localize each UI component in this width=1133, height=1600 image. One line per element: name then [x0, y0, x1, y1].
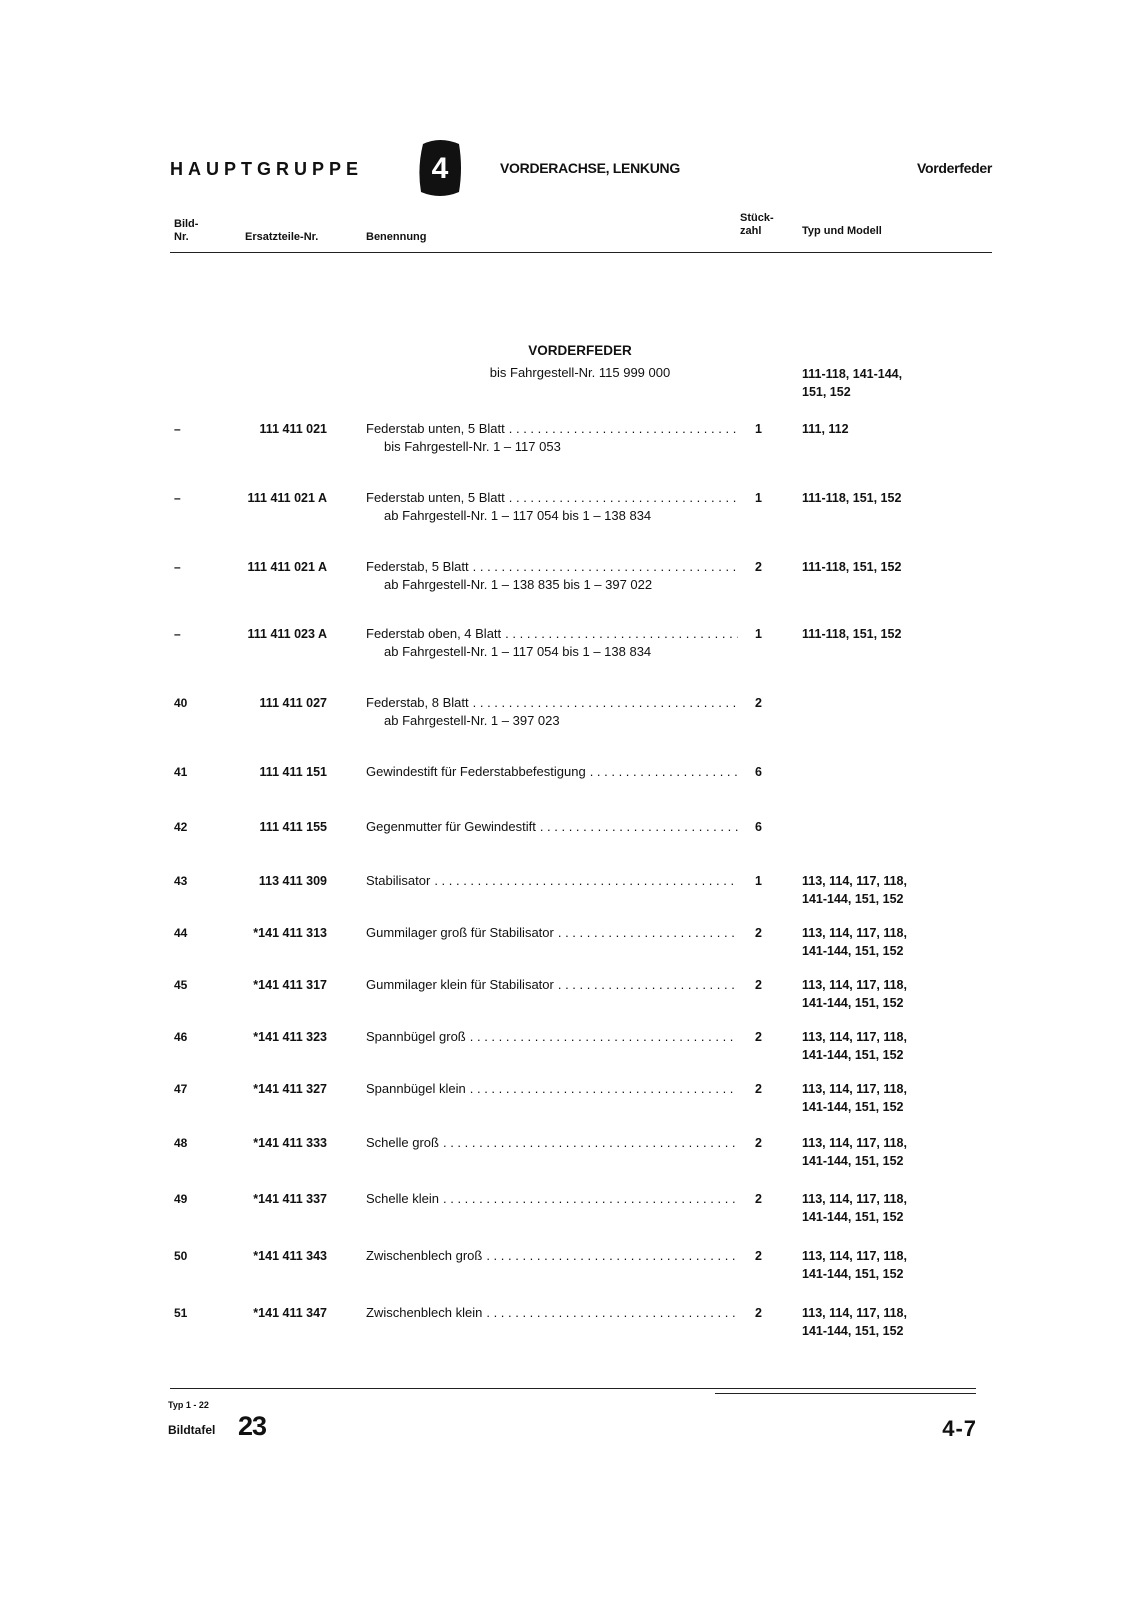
- row-description: [366, 976, 738, 994]
- row-bild-nr: 48: [174, 1136, 188, 1150]
- row-type: [802, 625, 962, 643]
- row-name: Federstab, 8 Blatt: [366, 695, 469, 710]
- row-type-line2: 141-144, 151, 152: [802, 1210, 904, 1224]
- leader-dots: [590, 763, 738, 781]
- footer-bildtafel-number: 23: [238, 1411, 267, 1441]
- group-title: VORDERFEDER: [528, 343, 632, 358]
- row-qty: 2: [755, 1249, 762, 1263]
- group-type-line2: 151, 152: [802, 385, 851, 399]
- row-type-line2: 141-144, 151, 152: [802, 1324, 904, 1338]
- row-part-no: *141 411 323: [253, 1030, 327, 1044]
- row-type-line1: 113, 114, 117, 118,: [802, 926, 907, 940]
- row-bild-nr: 47: [174, 1082, 188, 1096]
- row-type-line1: 111-118, 151, 152: [802, 627, 902, 641]
- row-note: ab Fahrgestell-Nr. 1 – 138 835 bis 1 – 397 022: [384, 577, 653, 592]
- row-name: Schelle klein: [366, 1191, 439, 1206]
- section-title: VORDERACHSE, LENKUNG: [500, 160, 680, 176]
- row-type-line2: 141-144, 151, 152: [802, 1154, 904, 1168]
- footer-typ: Typ 1 - 22: [168, 1400, 209, 1410]
- row-bild-nr: 49: [174, 1192, 188, 1206]
- row-description: [366, 1028, 738, 1046]
- row-description: [366, 420, 738, 456]
- row-type-line2: 141-144, 151, 152: [802, 1100, 904, 1114]
- row-qty: 2: [755, 1030, 762, 1044]
- row-description: [366, 1134, 738, 1152]
- page-header: [170, 138, 992, 198]
- row-description: [366, 694, 738, 730]
- leader-dots: [486, 1304, 738, 1322]
- row-bild-nr: –: [174, 560, 181, 574]
- row-description: [366, 558, 738, 594]
- row-qty: 2: [755, 926, 762, 940]
- row-name: Federstab, 5 Blatt: [366, 559, 469, 574]
- row-type: [802, 924, 962, 960]
- footer-rule-short: [715, 1393, 976, 1394]
- row-type-line2: 141-144, 151, 152: [802, 944, 904, 958]
- leader-dots: [473, 694, 738, 712]
- column-headers: [170, 212, 992, 248]
- row-type: [802, 872, 962, 908]
- row-name: Gummilager klein für Stabilisator: [366, 977, 554, 992]
- row-qty: 2: [755, 560, 762, 574]
- row-qty: 1: [755, 627, 762, 641]
- row-part-no: 111 411 021 A: [247, 560, 327, 574]
- row-part-no: *141 411 313: [253, 926, 327, 940]
- row-description: [366, 763, 738, 781]
- row-qty: 1: [755, 874, 762, 888]
- main-group-label: HAUPTGRUPPE: [170, 159, 364, 179]
- row-type: [802, 1080, 962, 1116]
- col-name: Benennung: [366, 231, 427, 243]
- col-qty-line2: zahl: [740, 225, 762, 237]
- col-type: Typ und Modell: [802, 225, 882, 237]
- row-name: Stabilisator: [366, 873, 431, 888]
- footer-bildtafel-label: Bildtafel: [168, 1423, 216, 1437]
- row-qty: 6: [755, 820, 762, 834]
- row-name: Spannbügel groß: [366, 1029, 466, 1044]
- row-description: [366, 1247, 738, 1265]
- row-description: [366, 625, 738, 661]
- group-number-badge: [415, 138, 465, 198]
- row-name: Zwischenblech groß: [366, 1248, 483, 1263]
- row-description: [366, 924, 738, 942]
- row-name: Gewindestift für Federstabbefestigung: [366, 764, 586, 779]
- col-qty-line1: Stück-: [740, 212, 774, 224]
- row-description: [366, 1304, 738, 1322]
- row-part-no: *141 411 327: [253, 1082, 327, 1096]
- row-bild-nr: 41: [174, 765, 188, 779]
- row-type-line1: 113, 114, 117, 118,: [802, 874, 907, 888]
- leader-dots: [540, 818, 738, 836]
- row-type-line1: 113, 114, 117, 118,: [802, 1192, 907, 1206]
- row-part-no: 111 411 027: [259, 696, 327, 710]
- leader-dots: [509, 489, 738, 507]
- row-qty: 2: [755, 1082, 762, 1096]
- row-part-no: *141 411 343: [253, 1249, 327, 1263]
- row-qty: 1: [755, 491, 762, 505]
- row-bild-nr: 45: [174, 978, 188, 992]
- row-part-no: 113 411 309: [258, 874, 327, 888]
- group-number: 4: [431, 152, 449, 185]
- row-type: [802, 1304, 962, 1340]
- group-type: [802, 365, 952, 401]
- col-bild-nr-line2: Nr.: [174, 231, 189, 243]
- row-bild-nr: 42: [174, 820, 188, 834]
- row-part-no: *141 411 333: [253, 1136, 327, 1150]
- row-description: [366, 1190, 738, 1208]
- row-qty: 2: [755, 978, 762, 992]
- row-name: Federstab unten, 5 Blatt: [366, 490, 505, 505]
- row-bild-nr: 51: [174, 1306, 188, 1320]
- row-bild-nr: –: [174, 627, 181, 641]
- footer-rule: [170, 1388, 976, 1389]
- row-type: [802, 1247, 962, 1283]
- row-type: [802, 1134, 962, 1170]
- row-bild-nr: 40: [174, 696, 188, 710]
- row-type-line2: 141-144, 151, 152: [802, 996, 904, 1010]
- row-qty: 2: [755, 1192, 762, 1206]
- row-description: [366, 872, 738, 890]
- leader-dots: [434, 872, 738, 890]
- leader-dots: [473, 558, 738, 576]
- row-type-line1: 113, 114, 117, 118,: [802, 1306, 907, 1320]
- row-name: Zwischenblech klein: [366, 1305, 483, 1320]
- row-note: ab Fahrgestell-Nr. 1 – 117 054 bis 1 – 138 834: [384, 508, 652, 523]
- row-type-line1: 111-118, 151, 152: [802, 560, 902, 574]
- row-name: Schelle groß: [366, 1135, 439, 1150]
- leader-dots: [470, 1080, 738, 1098]
- row-type-line1: 111-118, 151, 152: [802, 491, 902, 505]
- row-qty: 6: [755, 765, 762, 779]
- row-name: Federstab oben, 4 Blatt: [366, 626, 502, 641]
- leader-dots: [443, 1190, 738, 1208]
- row-part-no: 111 411 155: [259, 820, 327, 834]
- row-type-line1: 113, 114, 117, 118,: [802, 978, 907, 992]
- row-type: [802, 976, 962, 1012]
- group-type-line1: 111-118, 141-144,: [802, 367, 903, 381]
- leader-dots: [558, 924, 738, 942]
- row-part-no: *141 411 317: [253, 978, 327, 992]
- row-part-no: 111 411 023 A: [247, 627, 327, 641]
- row-note: ab Fahrgestell-Nr. 1 – 397 023: [384, 713, 560, 728]
- col-part-no: Ersatzteile-Nr.: [245, 231, 319, 243]
- row-description: [366, 1080, 738, 1098]
- row-type: [802, 1190, 962, 1226]
- row-name: Gummilager groß für Stabilisator: [366, 925, 554, 940]
- row-qty: 2: [755, 696, 762, 710]
- row-part-no: 111 411 151: [259, 765, 327, 779]
- row-part-no: 111 411 021: [259, 422, 327, 436]
- leader-dots: [470, 1028, 738, 1046]
- row-bild-nr: 46: [174, 1030, 188, 1044]
- row-note: bis Fahrgestell-Nr. 1 – 117 053: [384, 439, 561, 454]
- leader-dots: [558, 976, 738, 994]
- row-qty: 1: [755, 422, 762, 436]
- row-type-line1: 111, 112: [802, 422, 849, 436]
- row-part-no: *141 411 337: [253, 1192, 327, 1206]
- row-bild-nr: 50: [174, 1249, 188, 1263]
- row-bild-nr: 43: [174, 874, 188, 888]
- row-type-line2: 141-144, 151, 152: [802, 1267, 904, 1281]
- row-bild-nr: –: [174, 422, 181, 436]
- row-name: Gegenmutter für Gewindestift: [366, 819, 536, 834]
- group-badge-shape: [415, 138, 465, 198]
- row-type-line1: 113, 114, 117, 118,: [802, 1136, 907, 1150]
- leader-dots: [443, 1134, 738, 1152]
- row-qty: 2: [755, 1306, 762, 1320]
- row-type: [802, 489, 962, 507]
- leader-dots: [509, 420, 738, 438]
- row-name: Spannbügel klein: [366, 1081, 466, 1096]
- row-type-line1: 113, 114, 117, 118,: [802, 1082, 907, 1096]
- group-subtitle: bis Fahrgestell-Nr. 115 999 000: [489, 365, 671, 380]
- row-part-no: 111 411 021 A: [247, 491, 327, 505]
- page-number: 4-7: [942, 1416, 977, 1441]
- header-rule: [170, 252, 992, 253]
- row-type-line2: 141-144, 151, 152: [802, 1048, 904, 1062]
- row-type: [802, 420, 962, 438]
- col-bild-nr-line1: Bild-: [174, 218, 199, 230]
- row-type: [802, 1028, 962, 1064]
- row-description: [366, 818, 738, 836]
- row-type: [802, 558, 962, 576]
- row-part-no: *141 411 347: [253, 1306, 327, 1320]
- row-type-line1: 113, 114, 117, 118,: [802, 1249, 907, 1263]
- row-name: Federstab unten, 5 Blatt: [366, 421, 505, 436]
- row-qty: 2: [755, 1136, 762, 1150]
- topic-title: Vorderfeder: [916, 160, 992, 176]
- row-bild-nr: 44: [174, 926, 188, 940]
- row-description: [366, 489, 738, 525]
- leader-dots: [486, 1247, 738, 1265]
- row-note: ab Fahrgestell-Nr. 1 – 117 054 bis 1 – 138 834: [384, 644, 652, 659]
- leader-dots: [505, 625, 738, 643]
- row-type-line1: 113, 114, 117, 118,: [802, 1030, 907, 1044]
- row-bild-nr: –: [174, 491, 181, 505]
- row-type-line2: 141-144, 151, 152: [802, 892, 904, 906]
